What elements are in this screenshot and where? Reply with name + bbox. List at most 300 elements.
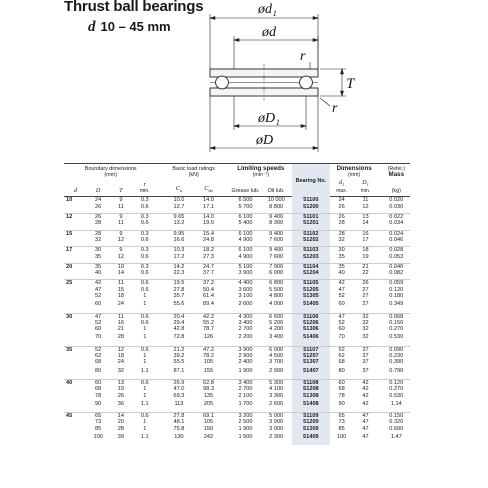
cell-ca: 47.0: [173, 386, 185, 393]
cell-grease: 3 400: [238, 319, 253, 326]
cell-grease: 2 900: [238, 353, 253, 360]
cell-mass: 0.059: [383, 280, 410, 287]
col-D1: $D_1$ min.: [353, 179, 378, 197]
page-subtitle: [88, 19, 171, 36]
cell-oil: 4 200: [269, 326, 284, 333]
cell-r: 0.6: [140, 270, 149, 277]
table-row: [64, 413, 410, 420]
cell-coa: 18.2: [194, 247, 224, 254]
col-r: r min.: [132, 179, 157, 197]
cell-grease: 5 100: [230, 263, 261, 270]
cell-no: 51102: [292, 230, 331, 237]
cell-r: 0.6: [140, 253, 149, 260]
cell-t: 9: [110, 247, 133, 254]
cell-mass: 0.034: [389, 220, 404, 227]
cell-t: 11: [117, 220, 124, 227]
cell-d1: 78: [338, 392, 345, 399]
cell-d: 35: [87, 263, 110, 270]
cell-mass: 0.022: [383, 214, 410, 221]
label-r-top: r: [300, 49, 306, 64]
cell-mass: 0.180: [389, 292, 404, 299]
cell-d1: 30: [330, 247, 353, 254]
cell-d: 62: [95, 353, 102, 360]
cell-d: 20: [64, 263, 87, 270]
cell-no: 51208: [292, 386, 331, 392]
cell-mass: 0.120: [383, 379, 410, 386]
bearing-table: [64, 163, 410, 445]
col-Ca: $C_a$: [164, 179, 194, 197]
cell-d: [64, 254, 87, 264]
cell-t: 39: [117, 434, 124, 441]
cell-coa: 19.0: [203, 220, 214, 227]
cell-mass: 0.349: [389, 301, 404, 308]
cell-t: 28: [117, 425, 124, 432]
cell-no: 51209: [292, 419, 331, 425]
table-row: [64, 204, 410, 214]
cell-oil: 3 400: [269, 334, 284, 341]
cell-no: 51108: [292, 379, 331, 386]
cell-grease: 4 300: [230, 313, 261, 320]
cell-oil: 7 600: [269, 236, 284, 243]
cell-mass: 0.028: [383, 247, 410, 254]
cell-no: 51308: [292, 393, 331, 399]
label-T: T: [346, 76, 355, 92]
label-od: ød: [262, 25, 276, 40]
cell-no: 51103: [292, 247, 331, 254]
cell-d: 42: [87, 280, 110, 287]
cell-t: 18: [117, 353, 124, 360]
cell-no: 51405: [292, 299, 331, 313]
heading-mass: (Refer.) Mass: [387, 166, 405, 179]
cell-t: 24: [117, 359, 124, 366]
table-row: [64, 366, 410, 380]
cell-t: 16: [117, 319, 124, 326]
table-row: [64, 346, 410, 353]
cell-d1: 27: [362, 301, 369, 308]
label-od1: ød₁: [258, 2, 277, 17]
cell-oil: 5 200: [269, 319, 284, 326]
cell-d1: 14: [362, 220, 369, 227]
cell-d: 26: [95, 203, 102, 210]
cell-r: 1: [143, 353, 147, 360]
cell-oil: 5 000: [261, 413, 292, 420]
cell-no: 51106: [292, 313, 331, 320]
bore-symbol: d: [88, 19, 96, 35]
cell-r: 1: [143, 334, 147, 341]
cell-d1: 26: [338, 203, 345, 210]
cell-d1: 35: [330, 263, 353, 270]
table-header-groups: [64, 164, 410, 179]
cell-d: [64, 432, 87, 445]
cell-t: 10: [110, 263, 133, 270]
cell-d: 60: [95, 301, 102, 308]
table-row: [64, 197, 410, 204]
cell-t: 9: [110, 214, 133, 221]
cell-grease: 3 900: [230, 346, 261, 353]
cell-d: 68: [95, 386, 102, 393]
cell-grease: 3 100: [238, 292, 253, 299]
cell-d: 52: [87, 346, 110, 353]
cell-grease: 1 500: [238, 434, 253, 441]
cell-mass: 0.046: [389, 236, 404, 243]
cell-d1: 37: [362, 359, 369, 366]
cell-d1: 47: [362, 425, 369, 432]
cell-d: 70: [95, 334, 102, 341]
cell-oil: 6 000: [261, 346, 292, 353]
cell-mass: 0.030: [389, 203, 404, 210]
cell-coa: 78.7: [203, 326, 214, 333]
cell-coa: 126: [203, 334, 214, 341]
cell-coa: 55.2: [203, 319, 214, 326]
label-oD: øD: [256, 133, 274, 148]
cell-t: 19: [117, 386, 124, 393]
cell-d: 12: [64, 214, 87, 221]
cell-no: 51105: [292, 280, 331, 287]
cell-d: 65: [87, 413, 110, 420]
cell-grease: 3 900: [238, 270, 253, 277]
cell-grease: 5 700: [238, 203, 253, 210]
cell-oil: 6 000: [269, 270, 284, 277]
cell-r: 0.6: [140, 203, 149, 210]
cell-coa: 135: [203, 392, 214, 399]
cell-d: 60: [87, 379, 110, 386]
table-body: [64, 197, 410, 445]
cell-ca: 26.9: [164, 379, 194, 386]
table-row: [64, 220, 410, 230]
cell-no: 51309: [292, 426, 331, 432]
cell-oil: 3 700: [269, 359, 284, 366]
cell-grease: 1 700: [238, 400, 253, 407]
cell-coa: 98.3: [203, 386, 214, 393]
cell-d1: 80: [338, 367, 345, 374]
cell-mass: 0.390: [389, 359, 404, 366]
cell-d: 52: [95, 292, 102, 299]
table-row: [64, 399, 410, 413]
cell-d: [64, 399, 87, 413]
cell-d1: 60: [330, 379, 353, 386]
cell-coa: 37.2: [194, 280, 224, 287]
cell-ca: 22.3: [173, 270, 185, 277]
cell-d: [64, 204, 87, 214]
col-d: d: [64, 179, 87, 197]
cell-d: 32: [95, 236, 102, 243]
cell-t: 12: [110, 346, 133, 353]
cell-oil: 8 300: [269, 220, 284, 227]
cell-mass: 0.150: [383, 413, 410, 420]
cell-d1: 42: [330, 280, 353, 287]
cell-d: 28: [95, 220, 102, 227]
cell-no: 51104: [292, 263, 331, 270]
cell-oil: 5 300: [261, 379, 292, 386]
cell-mass: 0.082: [389, 270, 404, 277]
cell-r: 0.6: [132, 413, 157, 420]
cell-t: 21: [117, 326, 124, 333]
cell-d1: 19: [362, 253, 369, 260]
cell-t: 36: [117, 400, 124, 407]
cell-oil: 9 400: [261, 214, 292, 221]
cell-coa: 89.4: [203, 301, 214, 308]
heading-bearing-no: Bearing No.: [292, 164, 331, 197]
cell-coa: 242: [203, 434, 214, 441]
cell-t: 26: [117, 392, 124, 399]
cell-ca: 27.8: [164, 413, 194, 420]
col-d1: $d_1$ max.: [330, 179, 353, 197]
cell-t: 12: [117, 236, 124, 243]
cell-d1: 42: [362, 392, 369, 399]
cell-no: 51107: [292, 346, 331, 353]
cell-d1: 100: [336, 434, 347, 441]
cell-r: 1: [143, 359, 147, 366]
cell-r: 0.3: [132, 263, 157, 270]
heading-dimensions: Dimensions (mm): [336, 165, 372, 179]
cell-d1: 28: [330, 230, 353, 237]
cell-no: 51206: [292, 320, 331, 326]
cell-d: 47: [87, 313, 110, 320]
cell-d: 15: [64, 230, 87, 237]
cell-oil: 6 600: [261, 313, 292, 320]
cell-oil: 4 000: [269, 301, 284, 308]
cell-t: 14: [117, 270, 124, 277]
cell-d: 47: [95, 286, 102, 293]
cell-r: 1: [143, 425, 147, 432]
cell-t: 13: [110, 379, 133, 386]
table-row: [64, 332, 410, 346]
cell-r: 0.6: [132, 346, 157, 353]
cell-d: 40: [95, 270, 102, 277]
cell-d: 100: [93, 434, 103, 441]
cell-coa: 78.2: [203, 353, 214, 360]
cell-ca: 21.2: [164, 346, 194, 353]
table-row: [64, 230, 410, 237]
cell-d1: 47: [362, 434, 369, 441]
cell-coa: 50.4: [203, 286, 214, 293]
cell-ca: 48.1: [173, 419, 185, 426]
cell-d1: 47: [330, 313, 353, 320]
cell-oil: 10 000: [267, 197, 285, 204]
table-row: [64, 379, 410, 386]
cell-coa: 205: [203, 400, 214, 407]
cell-d1: 28: [338, 220, 345, 227]
leader-r-right: [320, 98, 330, 106]
col-grease: Grease lub.: [230, 179, 261, 197]
cell-no: 51200: [292, 204, 331, 214]
cell-r: 0.6: [132, 379, 157, 386]
cell-ca: 87.1: [173, 367, 185, 374]
cell-grease: 6 100: [230, 214, 261, 221]
cell-oil: 6 800: [261, 280, 292, 287]
page-title: Thrust ball bearings: [64, 0, 204, 15]
cell-d: 25: [64, 280, 87, 287]
cell-d1: 37: [353, 346, 378, 353]
cell-mass: 0.040: [383, 263, 410, 270]
cell-d1: 24: [338, 197, 345, 204]
cell-ca: 20.4: [164, 313, 194, 320]
cell-d1: 37: [362, 367, 369, 374]
cell-oil: 9 400: [261, 247, 292, 254]
cell-d: 35: [64, 346, 87, 353]
cell-d: 17: [64, 247, 87, 254]
cell-grease: 6 100: [230, 247, 261, 254]
cell-coa: 155: [203, 367, 214, 374]
cell-t: 9: [110, 230, 133, 237]
cell-d: 40: [64, 379, 87, 386]
cell-t: 11: [110, 280, 133, 287]
cell-r: 1: [143, 292, 147, 299]
cell-ca: 55.6: [173, 301, 185, 308]
cell-d1: 32: [362, 326, 369, 333]
cell-grease: 3 400: [230, 379, 261, 386]
cell-d1: 26: [330, 214, 353, 221]
cell-oil: 3 300: [269, 392, 284, 399]
cell-d: [64, 299, 87, 313]
cell-mass: 1.47: [390, 434, 402, 441]
cell-d1: 68: [338, 386, 345, 393]
cell-d1: 47: [338, 286, 345, 293]
cell-d: 68: [95, 359, 102, 366]
cell-no: 51305: [292, 293, 331, 299]
cell-grease: 6 500: [238, 197, 253, 204]
cell-d1: 52: [338, 292, 345, 299]
cell-d: [64, 220, 87, 230]
heading-boundary: Boundary dimensions (mm): [84, 166, 137, 179]
heading-load: Basic load ratings (kN): [172, 166, 215, 179]
cell-grease: 2 200: [238, 334, 253, 341]
cell-d: 28: [87, 230, 110, 237]
cell-no: 51204: [292, 270, 331, 280]
cell-ca: 10.0: [173, 197, 185, 204]
cell-d1: 42: [362, 386, 369, 393]
cell-d: [64, 366, 87, 380]
cell-coa: 105: [203, 419, 214, 426]
cell-oil: 7 900: [261, 263, 292, 270]
table-row: [64, 313, 410, 320]
cell-no: 51109: [292, 413, 331, 420]
cell-grease: 2 700: [238, 326, 253, 333]
cell-d: 80: [95, 367, 102, 374]
cell-d1: 47: [362, 419, 369, 426]
cell-no: 51101: [292, 214, 331, 221]
cell-t: 15: [117, 286, 124, 293]
cell-coa: 15.4: [194, 230, 224, 237]
cell-d1: 32: [362, 319, 369, 326]
cell-no: 51205: [292, 287, 331, 293]
cell-grease: 6 100: [230, 230, 261, 237]
cell-coa: 105: [203, 359, 214, 366]
cell-ca: 9.65: [164, 214, 194, 221]
cell-d1: 42: [353, 379, 378, 386]
cell-ca: 42.8: [173, 326, 185, 333]
cell-oil: 4 800: [269, 292, 284, 299]
cell-d: 78: [95, 392, 102, 399]
cell-d1: 73: [338, 419, 345, 426]
bearing-diagram: [196, 0, 366, 160]
cell-d: [64, 332, 87, 346]
cell-r: 1: [143, 301, 147, 308]
cell-no: 51307: [292, 359, 331, 365]
cell-grease: 3 200: [230, 413, 261, 420]
cell-oil: 2 600: [269, 400, 284, 407]
cell-d1: 17: [362, 236, 369, 243]
cell-d: 30: [87, 247, 110, 254]
cell-ca: 14.2: [164, 263, 194, 270]
heading-speeds: Limiting speeds (min⁻¹): [237, 165, 285, 179]
cell-r: 0.6: [140, 236, 149, 243]
cell-d: [64, 270, 87, 280]
cell-r: 1.1: [140, 434, 149, 441]
cell-t: 24: [117, 301, 124, 308]
table-header-columns: [64, 179, 410, 197]
cell-coa: 62.8: [194, 379, 224, 386]
cell-d: 90: [95, 400, 102, 407]
cell-mass: 0.150: [389, 319, 404, 326]
cell-ca: 69.3: [173, 392, 185, 399]
table-row: [64, 247, 410, 254]
cell-d1: 26: [353, 280, 378, 287]
cell-d1: 68: [338, 359, 345, 366]
cell-coa: 61.4: [203, 292, 214, 299]
cell-d1: 70: [338, 334, 345, 341]
cell-grease: 4 400: [230, 280, 261, 287]
cell-d1: 35: [338, 253, 345, 260]
cell-t: 20: [117, 419, 124, 426]
cell-d1: 40: [338, 270, 345, 277]
ball-left: [216, 76, 229, 89]
cell-oil: 3 000: [269, 425, 284, 432]
cell-mass: 0.024: [383, 230, 410, 237]
cell-r: 1: [143, 392, 147, 399]
cell-t: 18: [117, 292, 124, 299]
cell-d1: 85: [338, 425, 345, 432]
cell-t: 11: [117, 203, 124, 210]
cell-coa: 37.7: [203, 270, 214, 277]
cell-coa: 24.7: [194, 263, 224, 270]
cell-d1: 65: [330, 413, 353, 420]
cell-coa: 47.2: [194, 346, 224, 353]
cell-d: 10: [66, 197, 73, 204]
cell-mass: 0.690: [389, 425, 404, 432]
cell-oil: 3 900: [269, 419, 284, 426]
cell-mass: 0.790: [389, 367, 404, 374]
cell-mass: 0.053: [389, 253, 404, 260]
col-mass-unit: (kg): [383, 179, 410, 197]
cell-d1: 16: [353, 230, 378, 237]
cell-d1: 60: [338, 301, 345, 308]
cell-oil: 8 800: [269, 203, 284, 210]
cell-grease: 3 600: [238, 286, 253, 293]
cell-mass: 0.530: [389, 392, 404, 399]
cell-mass: 0.270: [389, 386, 404, 393]
cell-mass: 0.090: [383, 346, 410, 353]
cell-coa: 24.8: [203, 236, 214, 243]
cell-mass: 0.230: [389, 353, 404, 360]
cell-ca: 29.4: [173, 319, 185, 326]
cell-ca: 35.7: [173, 292, 185, 299]
cell-no: 51201: [292, 220, 331, 230]
cell-coa: 17.1: [203, 203, 214, 210]
cell-coa: 14.0: [194, 214, 224, 221]
table-row: [64, 214, 410, 221]
table-row: [64, 299, 410, 313]
cell-d1: 52: [338, 319, 345, 326]
cell-r: 0.3: [132, 247, 157, 254]
cell-grease: 4 900: [238, 236, 253, 243]
cell-ca: 16.6: [173, 236, 185, 243]
cell-oil: 5 500: [269, 286, 284, 293]
cell-d: 35: [95, 253, 102, 260]
cell-d1: 21: [353, 263, 378, 270]
cell-coa: 150: [203, 425, 214, 432]
cell-r: 1.1: [140, 400, 149, 407]
